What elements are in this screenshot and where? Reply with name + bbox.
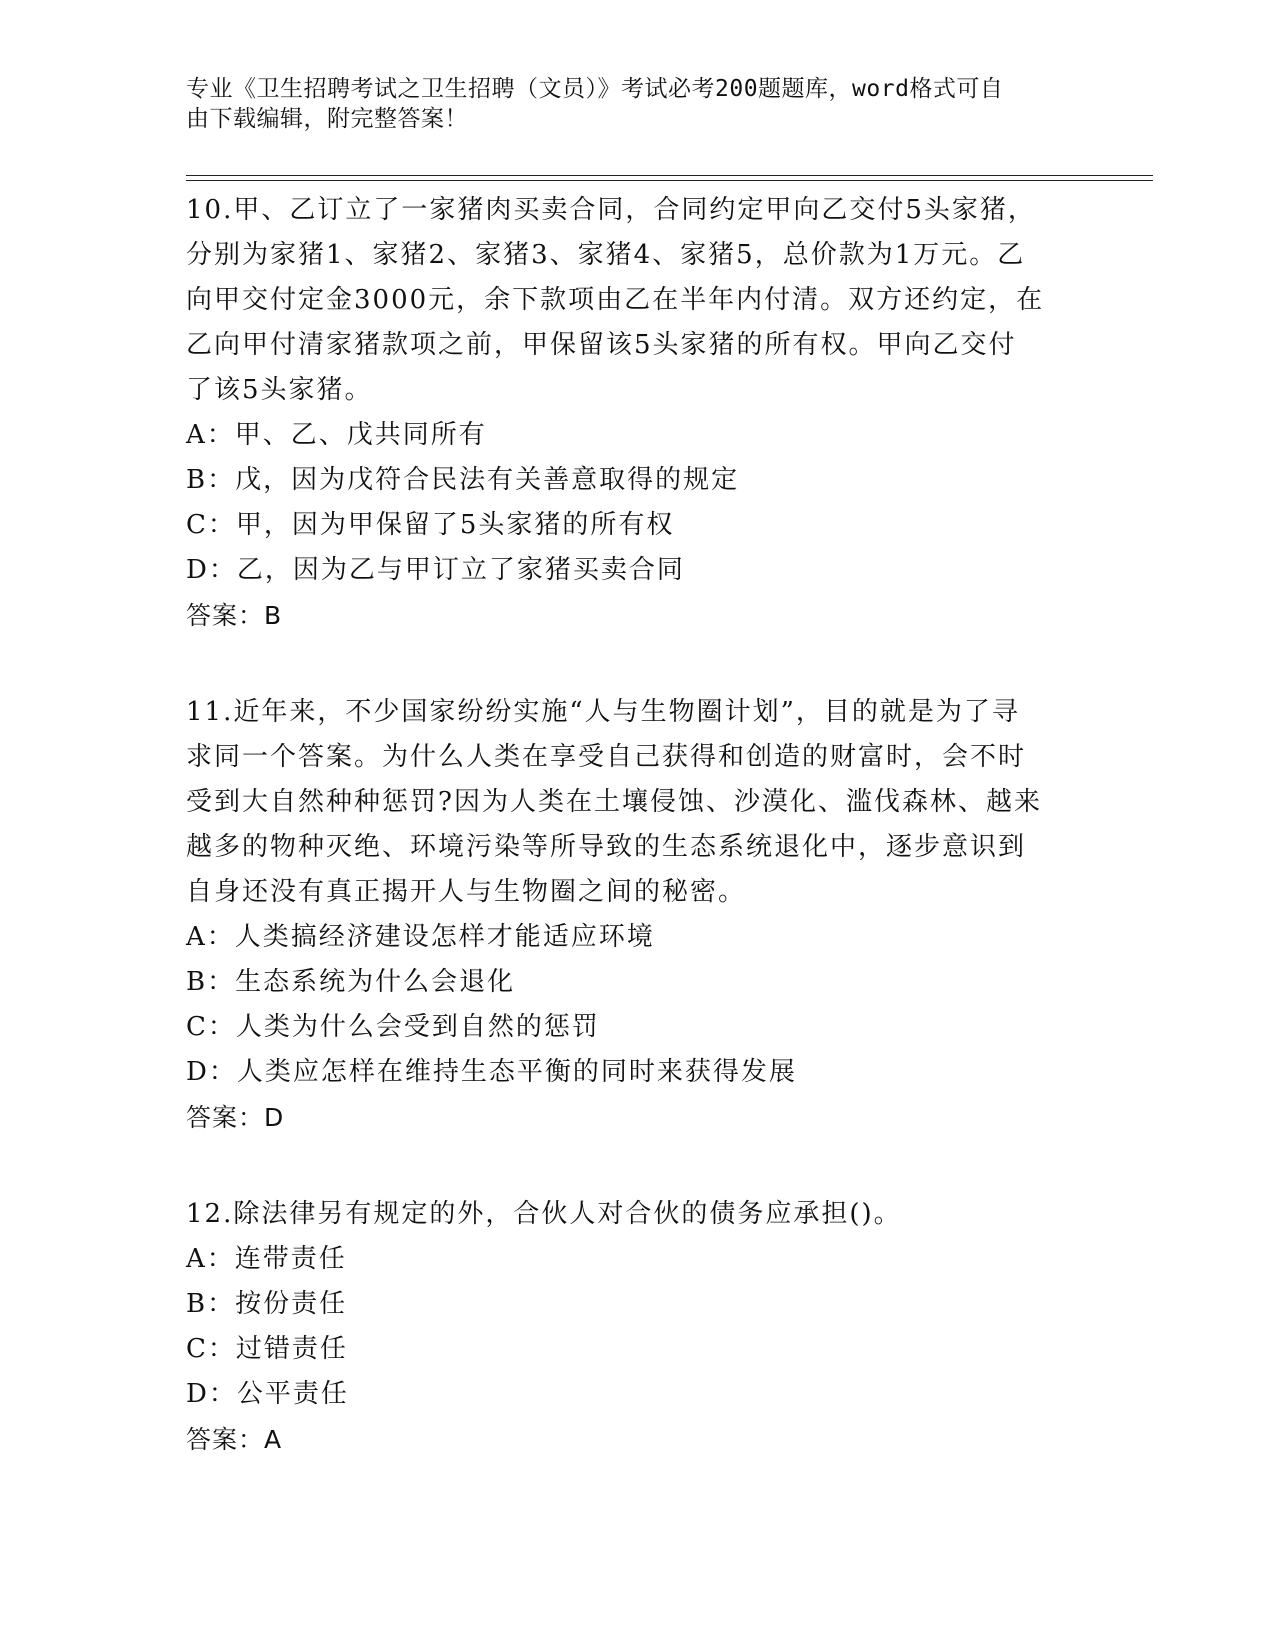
question-10-option-c: C：甲，因为甲保留了5头家猪的所有权 [186,510,675,540]
question-10-line-5: 了该5头家猪。 [186,375,373,405]
question-12-option-c: C：过错责任 [186,1334,348,1364]
question-11-option-c: C：人类为什么会受到自然的惩罚 [186,1012,600,1042]
question-10-line-1: 10.甲、乙订立了一家猪肉买卖合同，合同约定甲向乙交付5头家猪， [186,195,1036,225]
question-11-option-d: D：人类应怎样在维持生态平衡的同时来获得发展 [186,1057,797,1087]
document-header [186,74,1086,134]
question-10-option-d: D：乙，因为乙与甲订立了家猪买卖合同 [186,555,685,585]
question-12-option-b: B：按份责任 [186,1289,348,1319]
header-divider-top [186,175,1153,176]
question-10-option-b: B：戊，因为戊符合民法有关善意取得的规定 [186,465,740,495]
spacer [186,1140,1086,1192]
question-10-line-3: 向甲交付定金3000元，余下款项由乙在半年内付清。双方还约定，在 [186,285,1045,315]
question-11-line-3: 受到大自然种种惩罚?因为人类在土壤侵蚀、沙漠化、滥伐森林、越来 [186,787,1042,817]
question-12-option-a: A：连带责任 [186,1244,347,1274]
question-12 [186,1192,1086,1462]
question-12-option-d: D：公平责任 [186,1379,349,1409]
question-10-line-4: 乙向甲付清家猪款项之前，甲保留该5头家猪的所有权。甲向乙交付 [186,330,1017,360]
question-12-answer: 答案：A [186,1425,283,1454]
question-10-option-a: A：甲、乙、戊共同所有 [186,420,487,450]
question-11-answer: 答案：D [186,1103,285,1132]
question-list [186,188,1086,1462]
question-10-line-2: 分别为家猪1、家猪2、家猪3、家猪4、家猪5，总价款为1万元。乙 [186,240,1026,270]
spacer [186,638,1086,690]
question-10-answer: 答案：B [186,601,283,630]
question-11-line-4: 越多的物种灭绝、环境污染等所导致的生态系统退化中，逐步意识到 [186,832,1027,862]
question-11-option-a: A：人类搞经济建设怎样才能适应环境 [186,922,655,952]
question-11-line-5: 自身还没有真正揭开人与生物圈之间的秘密。 [186,877,747,907]
header-line-2: 由下载编辑，附完整答案！ [186,106,468,132]
question-11-line-2: 求同一个答案。为什么人类在享受自己获得和创造的财富时，会不时 [186,742,1027,772]
question-11 [186,690,1086,1140]
question-11-option-b: B：生态系统为什么会退化 [186,967,516,997]
question-11-line-1: 11.近年来，不少国家纷纷实施“人与生物圈计划”，目的就是为了寻 [186,697,1020,727]
header-divider-bottom [186,180,1153,181]
header-line-1: 专业《卫生招聘考试之卫生招聘（文员）》考试必考200题题库，word格式可自 [186,76,1004,102]
question-10 [186,188,1086,638]
question-12-line-1: 12.除法律另有规定的外，合伙人对合伙的债务应承担()。 [186,1199,902,1229]
